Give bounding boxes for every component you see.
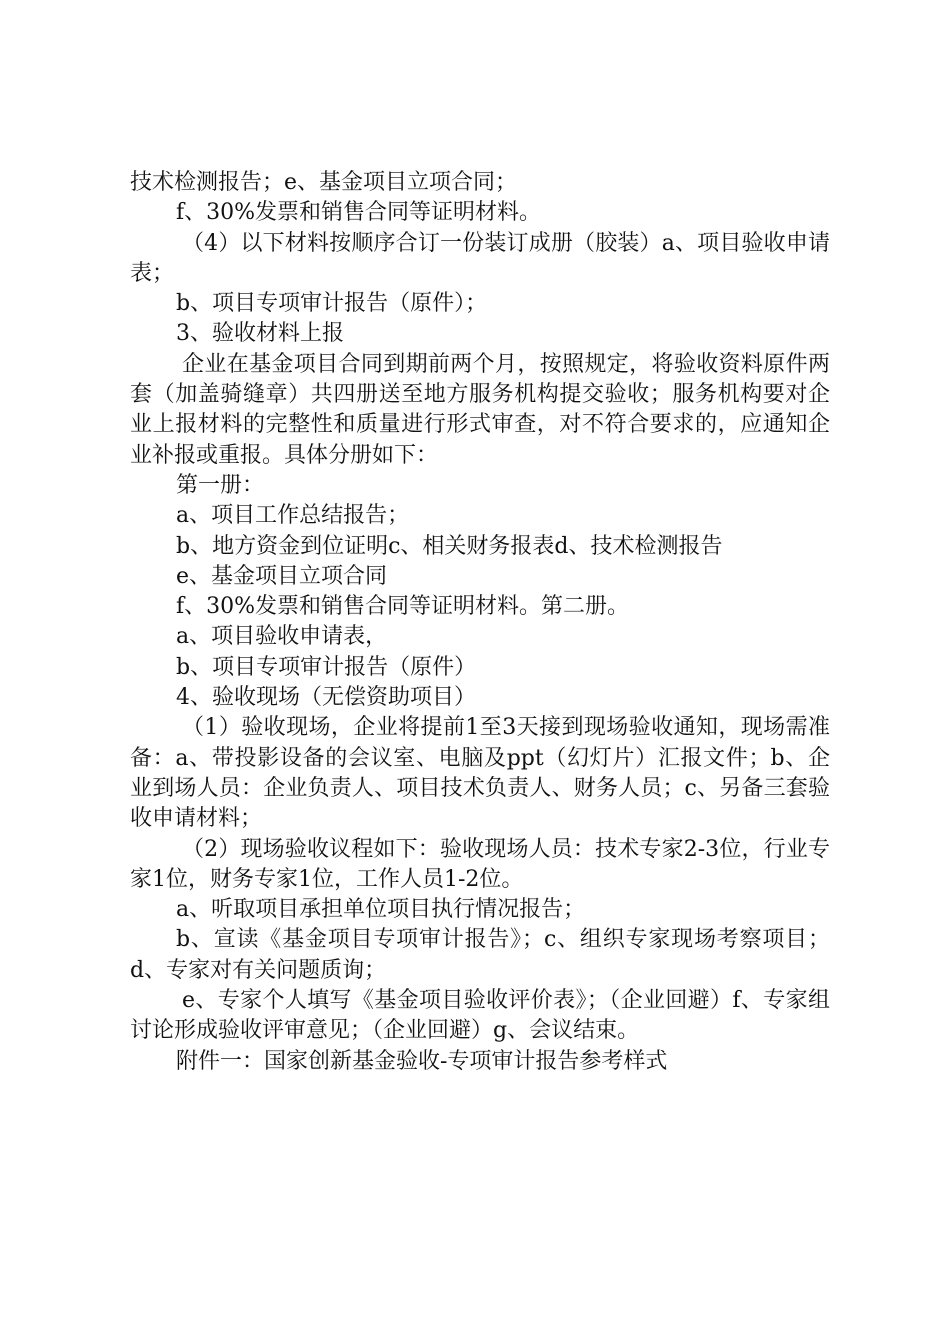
list-item: a、项目验收申请表， bbox=[176, 624, 388, 650]
section-heading: 3、验收材料上报 bbox=[176, 321, 344, 347]
list-item: b、宣读《基金项目专项审计报告》；c、组织专家现场考察项目；d、专家对有关问题质询； bbox=[130, 927, 830, 983]
list-item: e、基金项目立项合同 bbox=[176, 563, 388, 589]
attachment-title: 附件一：国家创新基金验收-专项审计报告参考样式 bbox=[176, 1048, 668, 1074]
paragraph: 企业在基金项目合同到期前两个月，按照规定，将验收资料原件两套（加盖骑缝章）共四册送至地方服务机构提交验收；服务机构要对企业上报材料的完整性和质量进行形式审查，对不符合要求的，应通知企业补报或重报。具体分册如下： bbox=[130, 351, 830, 468]
list-item: b、项目专项审计报告（原件） bbox=[176, 654, 477, 680]
section-heading: 4、验收现场（无偿资助项目） bbox=[176, 685, 476, 711]
paragraph: （2）现场验收议程如下：验收现场人员：技术专家2-3位，行业专家1位，财务专家1位，工作人员1-2位。 bbox=[130, 836, 830, 892]
list-item: b、地方资金到位证明c、相关财务报表d、技术检测报告 bbox=[176, 533, 723, 559]
list-item: a、听取项目承担单位项目执行情况报告； bbox=[176, 897, 586, 923]
paragraph: （1）验收现场，企业将提前1至3天接到现场验收通知，现场需准备：a、带投影设备的会议室、电脑及ppt（幻灯片）汇报文件；b、企业到场人员：企业负责人、项目技术负责人、财务人员；c、另备三套验收申请材料； bbox=[130, 715, 830, 832]
paragraph: b、项目专项审计报告（原件）； bbox=[176, 291, 488, 317]
paragraph: 技术检测报告；e、基金项目立项合同； bbox=[130, 170, 518, 195]
paragraph: f、30%发票和销售合同等证明材料。 bbox=[176, 200, 542, 226]
list-item: f、30%发票和销售合同等证明材料。第二册。 bbox=[176, 594, 630, 620]
list-item: a、项目工作总结报告； bbox=[176, 503, 410, 529]
document-body bbox=[130, 168, 830, 1077]
paragraph: （4）以下材料按顺序合订一份装订成册（胶装）a、项目验收申请表； bbox=[130, 230, 830, 286]
volume-heading: 第一册： bbox=[176, 472, 265, 498]
list-item: e、专家个人填写《基金项目验收评价表》；（企业回避）f、专家组讨论形成验收评审意见；（企业回避）g、会议结束。 bbox=[130, 988, 830, 1044]
